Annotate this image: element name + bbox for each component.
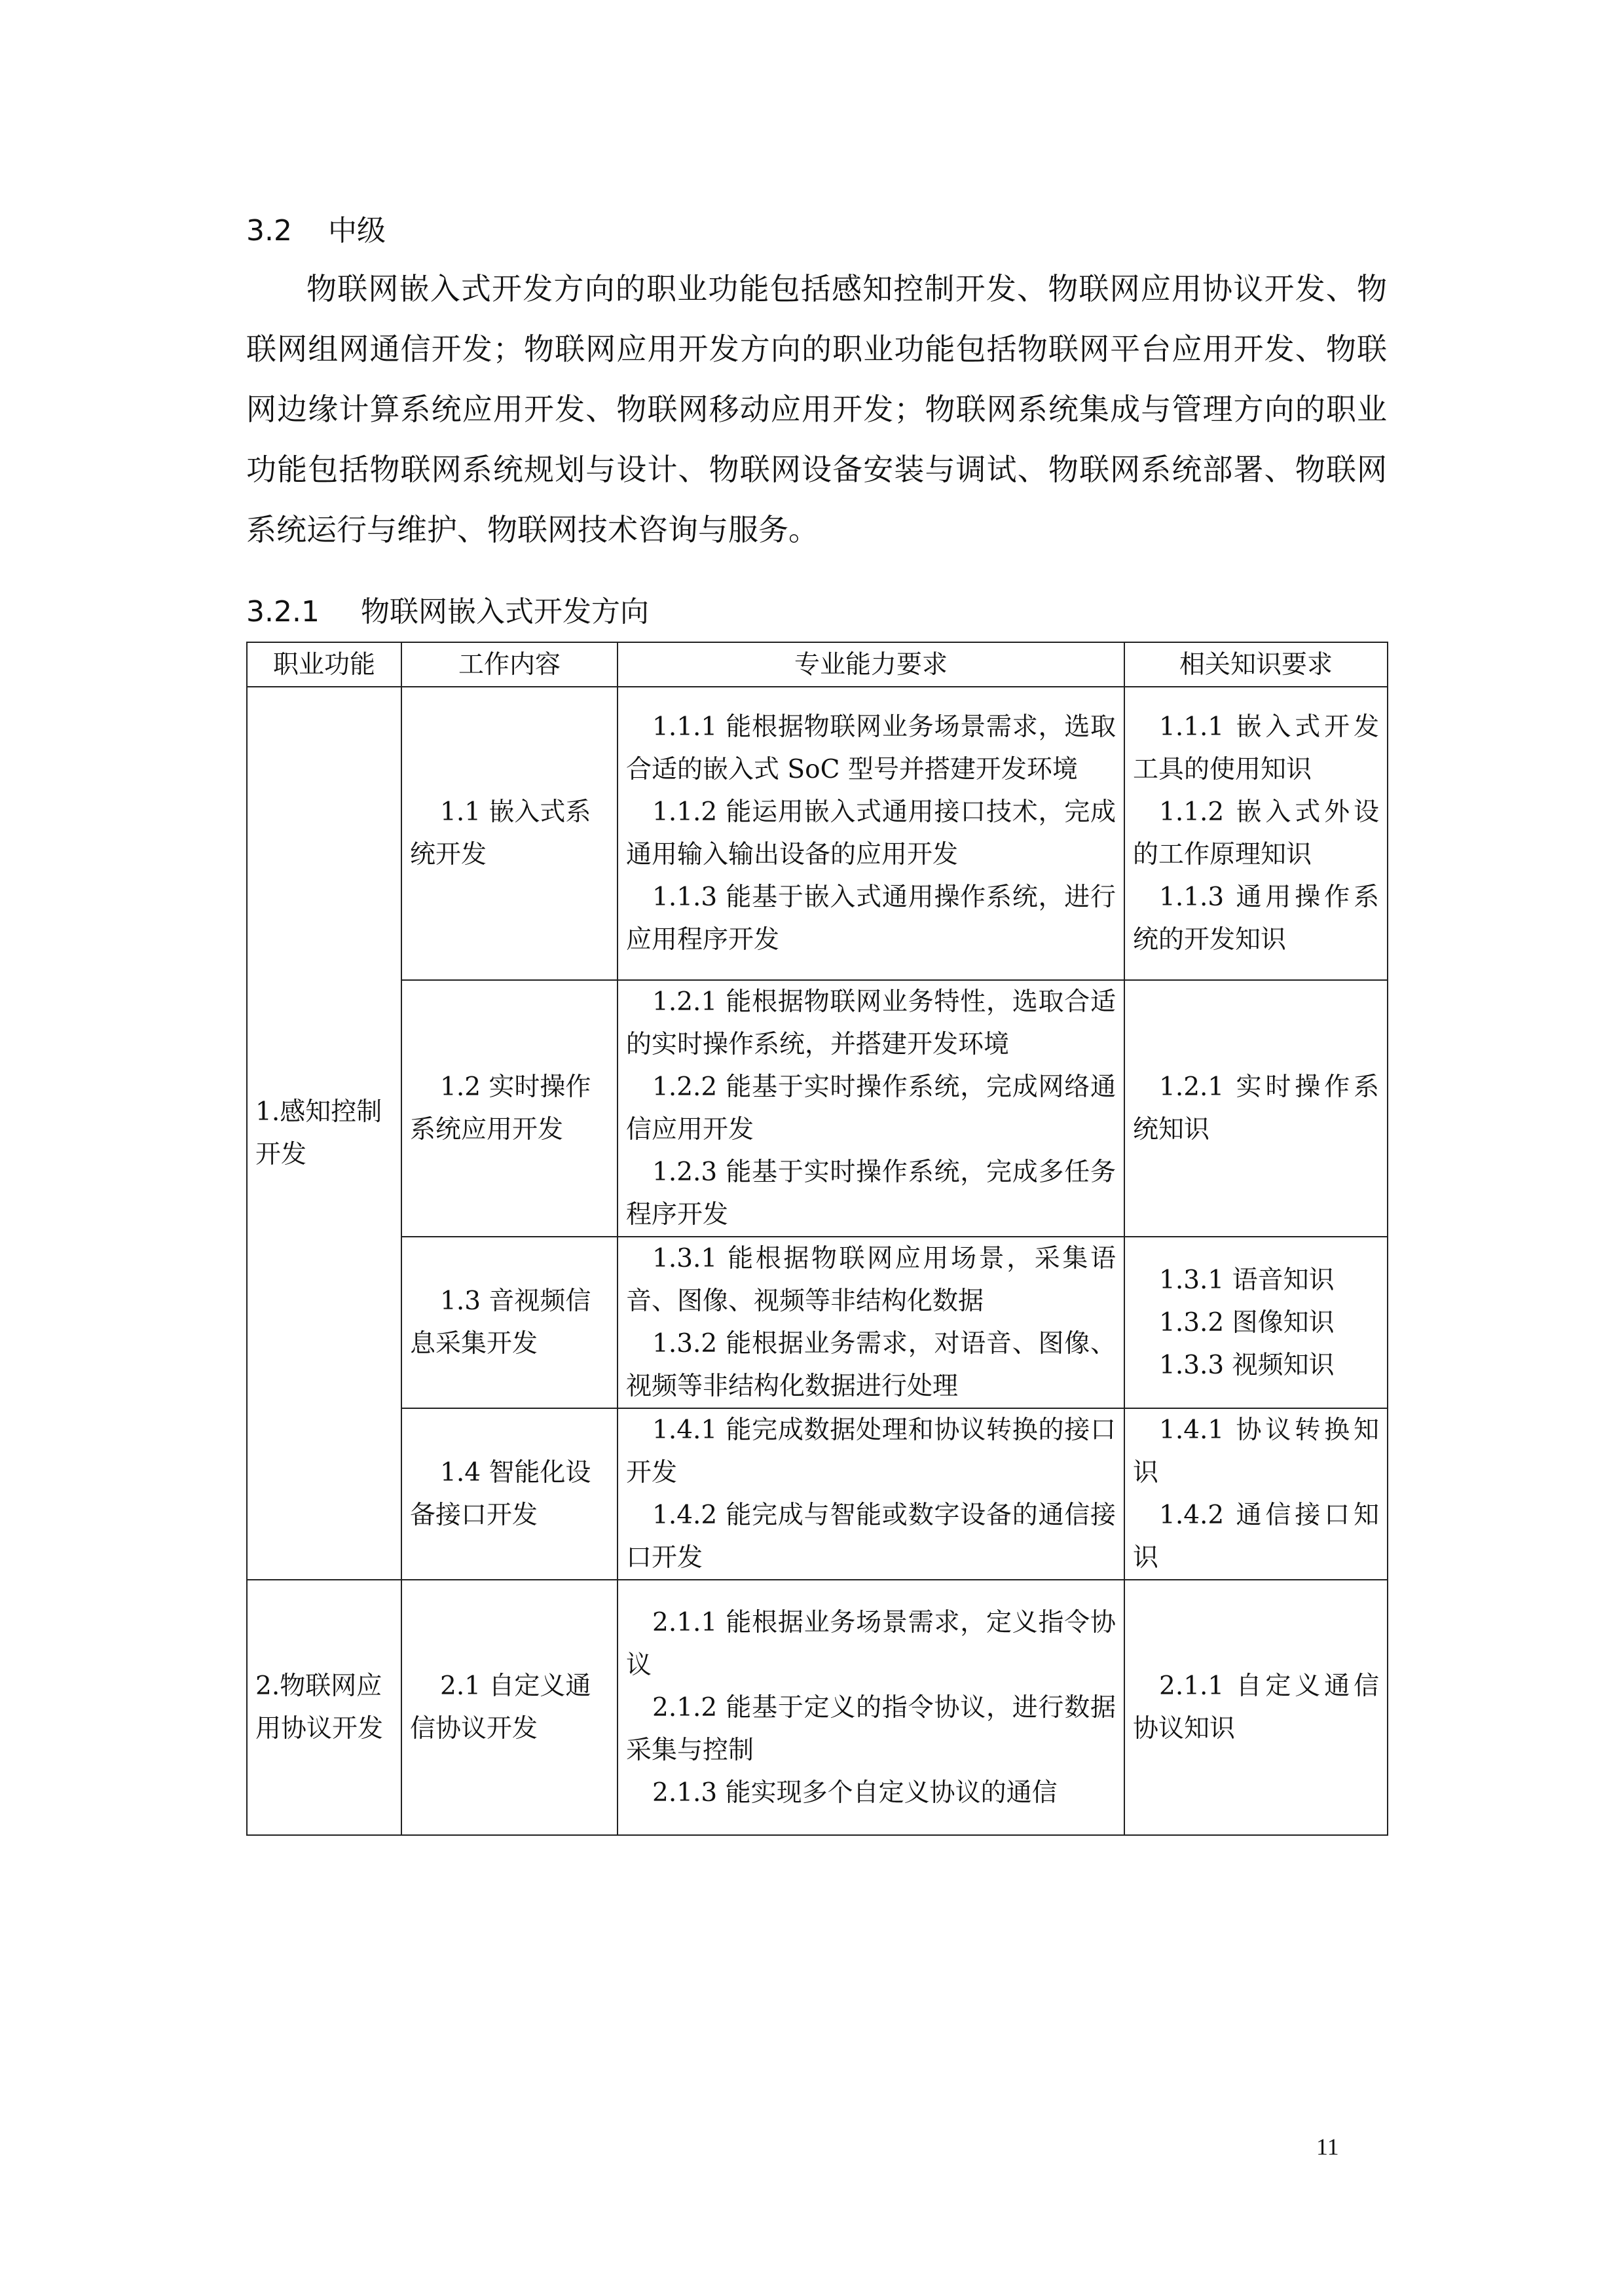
- ability-item: 1.1.1 能根据物联网业务场景需求，选取合适的嵌入式 SoC 型号并搭建开发环境: [626, 712, 1116, 784]
- table-row: [247, 687, 1388, 980]
- header-ability: 专业能力要求: [618, 642, 1124, 687]
- knowledge-cell: [1124, 687, 1388, 980]
- ability-cell: [618, 1580, 1124, 1835]
- ability-item: 2.1.3 能实现多个自定义协议的通信: [652, 1777, 1058, 1808]
- knowledge-cell: [1124, 980, 1388, 1237]
- knowledge-item: 1.3.3 视频知识: [1159, 1350, 1335, 1380]
- table-row: [247, 1237, 1388, 1408]
- header-function: 职业功能: [247, 642, 401, 687]
- work-content-text: 1.3 音视频信息采集开发: [410, 1286, 591, 1358]
- knowledge-item: 1.3.1 语音知识: [1159, 1265, 1335, 1295]
- knowledge-cell: [1124, 1408, 1388, 1580]
- competency-table: [246, 642, 1388, 1836]
- knowledge-item: 1.4.2 通信接口知识: [1133, 1501, 1379, 1573]
- knowledge-cell: [1124, 1580, 1388, 1835]
- ability-item: 1.4.2 能完成与智能或数字设备的通信接口开发: [626, 1501, 1116, 1573]
- work-content-text: 1.1 嵌入式系统开发: [410, 797, 591, 869]
- page-number: 11: [1316, 2134, 1339, 2160]
- function-cell: 2.物联网应用协议开发: [247, 1580, 401, 1835]
- ability-item: 1.3.2 能根据业务需求，对语音、图像、视频等非结构化数据进行处理: [626, 1329, 1116, 1401]
- ability-item: 1.4.1 能完成数据处理和协议转换的接口开发: [626, 1415, 1116, 1487]
- work-content-text: 1.2 实时操作系统应用开发: [410, 1072, 591, 1144]
- work-content-text: 2.1 自定义通信协议开发: [410, 1671, 591, 1743]
- work-content-cell: [401, 980, 618, 1237]
- ability-item: 1.1.2 能运用嵌入式通用接口技术，完成通用输入输出设备的应用开发: [626, 797, 1116, 869]
- ability-item: 1.2.1 能根据物联网业务特性，选取合适的实时操作系统，并搭建开发环境: [626, 987, 1116, 1059]
- subsection-number: 3.2.1: [246, 595, 320, 629]
- function-cell: 1.感知控制开发: [247, 687, 401, 1580]
- section-title: 中级: [328, 214, 386, 247]
- work-content-cell: [401, 1580, 618, 1835]
- knowledge-item: 1.1.3 通用操作系统的开发知识: [1133, 883, 1379, 955]
- work-content-text: 1.4 智能化设备接口开发: [410, 1458, 591, 1530]
- section-heading: [246, 208, 386, 254]
- ability-item: 1.1.3 能基于嵌入式通用操作系统，进行应用程序开发: [626, 883, 1116, 955]
- ability-item: 2.1.2 能基于定义的指令协议，进行数据采集与控制: [626, 1692, 1116, 1765]
- section-number: 3.2: [246, 214, 292, 247]
- ability-item: 1.2.2 能基于实时操作系统，完成网络通信应用开发: [626, 1072, 1116, 1144]
- table-row: [247, 1408, 1388, 1580]
- table-row: [247, 1580, 1388, 1835]
- knowledge-cell: [1124, 1237, 1388, 1408]
- table-header-row: [247, 642, 1388, 687]
- work-content-cell: [401, 1237, 618, 1408]
- ability-item: 2.1.1 能根据业务场景需求，定义指令协议: [626, 1607, 1116, 1680]
- knowledge-item: 1.4.1 协议转换知识: [1133, 1415, 1379, 1487]
- work-content-cell: [401, 687, 618, 980]
- knowledge-item: 1.2.1 实时操作系统知识: [1133, 1072, 1379, 1144]
- knowledge-item: 1.1.1 嵌入式开发工具的使用知识: [1133, 712, 1379, 784]
- subsection-heading: [246, 589, 649, 635]
- knowledge-item: 1.1.2 嵌入式外设的工作原理知识: [1133, 797, 1379, 869]
- ability-cell: [618, 1408, 1124, 1580]
- work-content-cell: [401, 1408, 618, 1580]
- knowledge-item: 1.3.2 图像知识: [1159, 1307, 1335, 1338]
- ability-item: 1.2.3 能基于实时操作系统，完成多任务程序开发: [626, 1157, 1116, 1230]
- ability-cell: [618, 980, 1124, 1237]
- ability-cell: [618, 687, 1124, 980]
- table-body: [247, 687, 1388, 1835]
- subsection-title: 物联网嵌入式开发方向: [361, 595, 649, 629]
- ability-cell: [618, 1237, 1124, 1408]
- intro-paragraph: 物联网嵌入式开发方向的职业功能包括感知控制开发、物联网应用协议开发、物联网组网通信开发；物联网应用开发方向的职业功能包括物联网平台应用开发、物联网边缘计算系统应用开发、物联网移动应用开发；物联网系统集成与管理方向的职业功能包括物联网系统规划与设计、物联网设备安装与调试、物联网系统部署、物联网系统运行与维护、物联网技术咨询与服务。: [246, 271, 1387, 547]
- header-knowledge: 相关知识要求: [1124, 642, 1388, 687]
- knowledge-item: 2.1.1 自定义通信协议知识: [1133, 1671, 1379, 1743]
- header-work-content: 工作内容: [401, 642, 618, 687]
- ability-item: 1.3.1 能根据物联网应用场景，采集语音、图像、视频等非结构化数据: [626, 1244, 1116, 1316]
- table-row: [247, 980, 1388, 1237]
